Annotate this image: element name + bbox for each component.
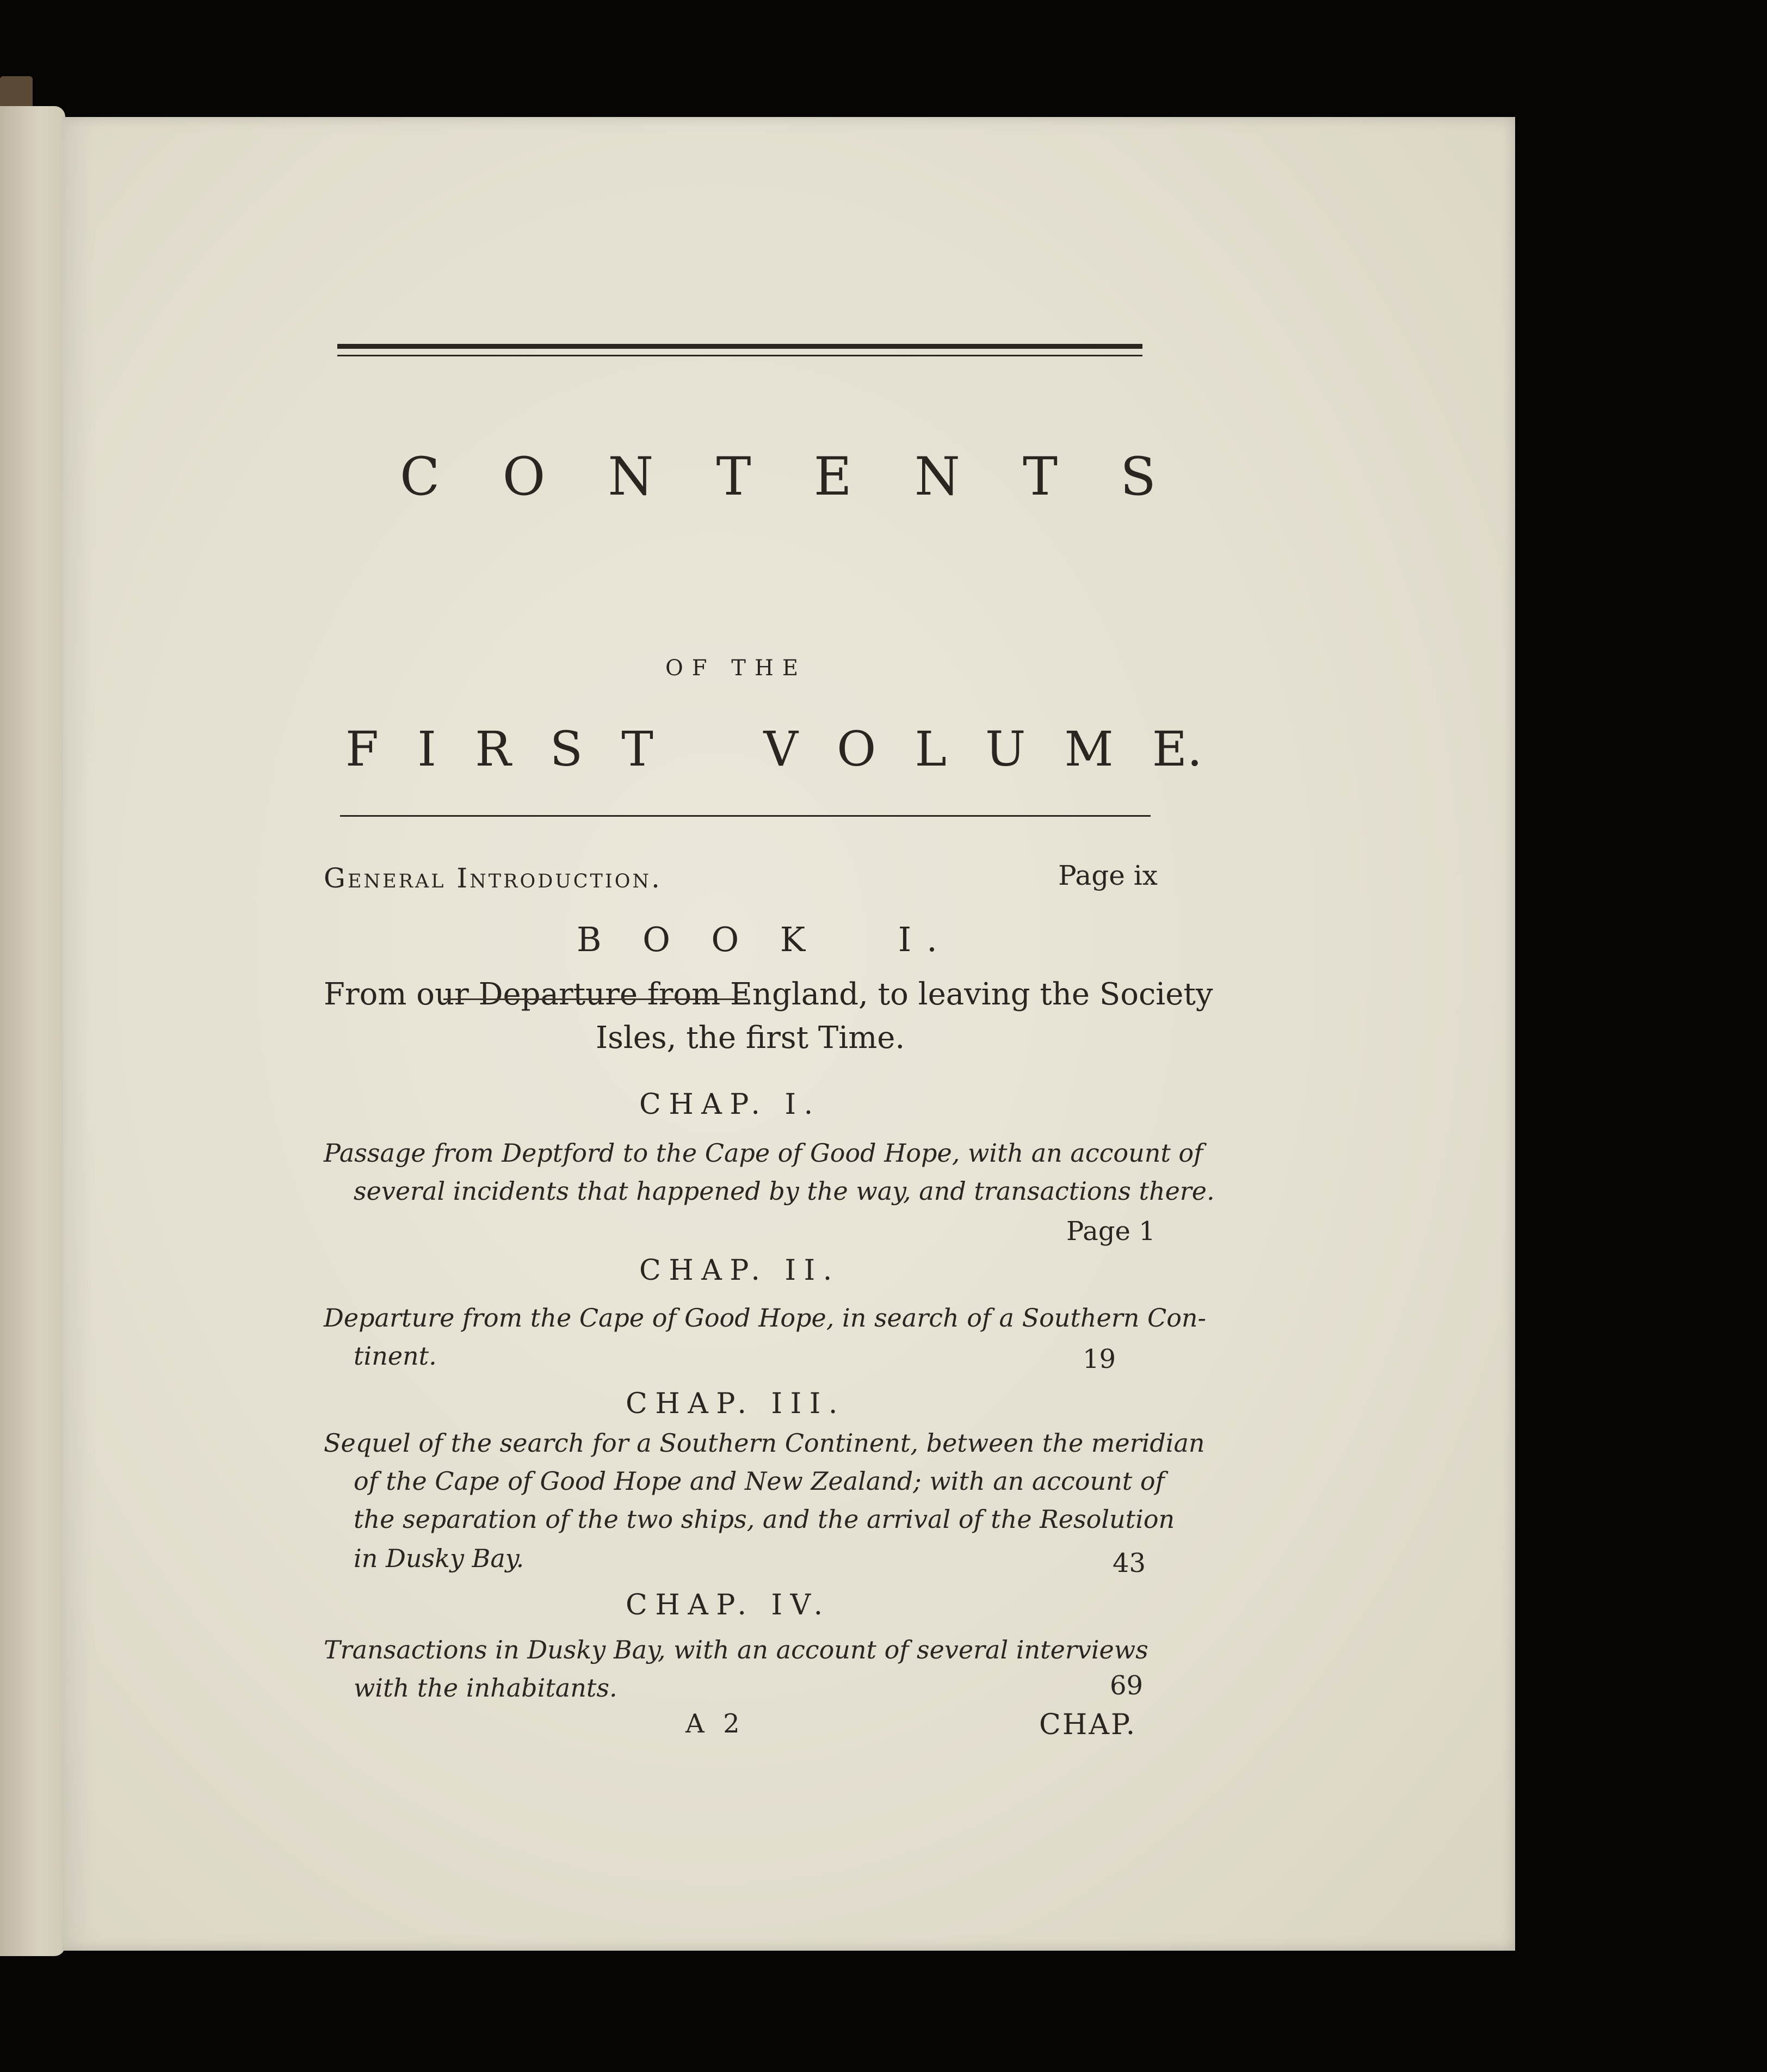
title-letter: T xyxy=(1023,446,1058,507)
chapter-page-number: 43 xyxy=(1113,1548,1146,1578)
title-letter: T xyxy=(621,721,653,777)
chapter-heading: CHAP. IV. xyxy=(626,1589,831,1621)
book-page xyxy=(63,117,1515,1951)
top-rule-thick xyxy=(337,344,1142,349)
title-letter: I xyxy=(417,721,437,777)
volume-title xyxy=(345,721,1202,777)
title-letter: U xyxy=(985,721,1026,777)
chapter-description-line: of the Cape of Good Hope and New Zealand; with an account of xyxy=(354,1466,1165,1496)
chapter-description-line: Passage from Deptford to the Cape of Good Hope, with an account of xyxy=(324,1138,1203,1168)
word-gap xyxy=(692,721,725,777)
book-subtitle-line-2: Isles, the first Time. xyxy=(596,1020,905,1056)
chapter-description-line: with the inhabitants. xyxy=(354,1673,617,1703)
title-letter: M xyxy=(1064,721,1114,777)
general-introduction-label: General Introduction. xyxy=(324,862,662,894)
chapter-description-line: Transactions in Dusky Bay, with an account of several interviews xyxy=(324,1635,1148,1664)
book-subtitle-line-1: From our Departure from England, to leaving the Society xyxy=(324,977,1213,1012)
chapter-heading: CHAP. III. xyxy=(626,1387,845,1420)
title-letter: F xyxy=(345,721,379,777)
title-letter: T xyxy=(716,446,751,507)
title-letter: O xyxy=(502,446,546,507)
title-letter: N xyxy=(608,446,654,507)
facing-page-edge xyxy=(0,106,65,1956)
chapter-description-line: the separation of the two ships, and the arrival of the Resolution xyxy=(354,1504,1175,1534)
title-letter: C xyxy=(400,446,440,507)
chapter-description-line: Departure from the Cape of Good Hope, in search of a Southern Con- xyxy=(324,1303,1207,1333)
contents-title xyxy=(400,446,1156,507)
chapter-description-line: in Dusky Bay. xyxy=(354,1544,524,1573)
title-letter: E. xyxy=(1152,721,1202,777)
chapter-description-line: Sequel of the search for a Southern Continent, between the meridian xyxy=(324,1428,1205,1458)
title-letter: E xyxy=(813,446,852,507)
chapter-page-number: 19 xyxy=(1083,1344,1116,1374)
chapter-heading: CHAP. II. xyxy=(639,1254,840,1287)
chapter-heading: CHAP. I. xyxy=(639,1088,821,1121)
top-rule-thin xyxy=(337,355,1142,356)
title-letter: L xyxy=(915,721,947,777)
chapter-page-number: Page 1 xyxy=(1066,1216,1156,1247)
strike-line xyxy=(443,998,748,1000)
title-bottom-rule xyxy=(340,815,1151,817)
title-letter: N xyxy=(914,446,960,507)
chapter-page-number: 69 xyxy=(1110,1670,1144,1701)
title-letter: O xyxy=(837,721,876,777)
title-letter: V xyxy=(763,721,798,777)
title-letter: R xyxy=(475,721,511,777)
title-letter: S xyxy=(1120,446,1156,507)
chapter-description-line: tinent. xyxy=(354,1341,437,1371)
general-introduction-page: Page ix xyxy=(1058,860,1158,891)
book-heading: B O O K I. xyxy=(577,920,953,959)
signature-mark: A 2 xyxy=(685,1709,745,1739)
catchword: CHAP. xyxy=(1039,1709,1137,1741)
of-the-subtitle: OF THE xyxy=(665,656,807,681)
title-letter: S xyxy=(549,721,583,777)
chapter-description-line: several incidents that happened by the way, and transactions there. xyxy=(354,1176,1215,1206)
